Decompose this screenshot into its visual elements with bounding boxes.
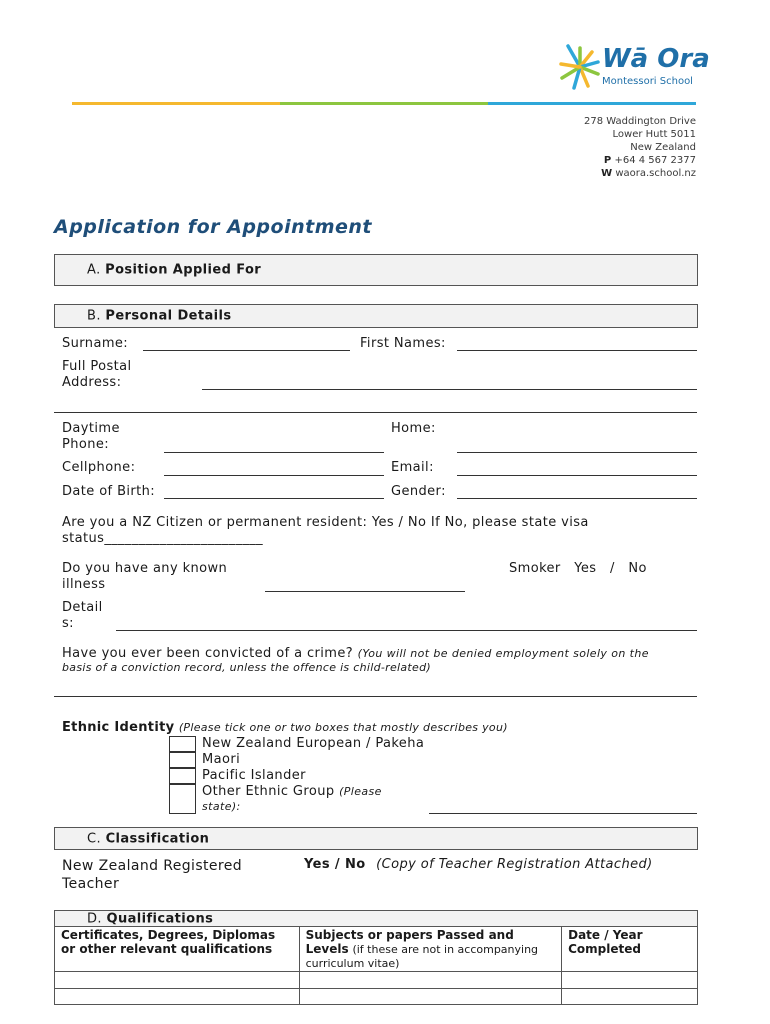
- section-b-header: B. Personal Details: [54, 304, 698, 328]
- section-d-header: D. Qualifications: [54, 910, 698, 927]
- section-a-title: Position Applied For: [105, 262, 262, 278]
- table-cell[interactable]: [55, 989, 300, 1005]
- daytime-phone-field[interactable]: [164, 452, 384, 453]
- section-a-header: A. Position Applied For: [54, 254, 698, 286]
- address-line: New Zealand: [630, 142, 696, 153]
- surname-field[interactable]: [143, 350, 350, 351]
- nz-teacher-label: New Zealand Registered Teacher: [62, 858, 243, 892]
- section-b-title: Personal Details: [105, 308, 232, 324]
- home-phone-label: Home:: [391, 421, 436, 436]
- school-logo: [558, 42, 710, 94]
- postal-label: Full Postal Address:: [62, 359, 132, 390]
- dob-field[interactable]: [164, 498, 384, 499]
- header-stripe: [72, 102, 696, 105]
- table-cell[interactable]: [562, 989, 698, 1005]
- ethnic-other-note: state):: [202, 800, 241, 813]
- page-title: Application for Appointment: [54, 216, 372, 238]
- ethnic-option-maori: Maori: [202, 752, 241, 767]
- stripe-yellow: [72, 102, 280, 105]
- table-header-row: [55, 927, 698, 972]
- ethnic-option-pacific: Pacific Islander: [202, 768, 306, 783]
- section-c-header: C. Classification: [54, 827, 698, 850]
- logo-name: Wā Ora: [602, 44, 710, 74]
- qual-col-subjects: Subjects or papers Passed and Levels (if these are not in accompanying curriculum vitae): [299, 927, 562, 972]
- address-line: Lower Hutt 5011: [612, 129, 696, 140]
- cellphone-label: Cellphone:: [62, 460, 136, 475]
- ethnic-title: Ethnic Identity: [62, 720, 175, 735]
- qual-col-certificates: Certificates, Degrees, Diplomas or other relevant qualifications: [55, 927, 300, 972]
- illness-field[interactable]: [265, 591, 465, 592]
- email-field[interactable]: [457, 475, 697, 476]
- table-cell[interactable]: [299, 989, 562, 1005]
- ethnic-option-nz-european: New Zealand European / Pakeha: [202, 736, 425, 751]
- qualifications-table: [54, 926, 698, 1005]
- smoker-question: Smoker Yes / No: [509, 561, 647, 576]
- gender-field[interactable]: [457, 498, 697, 499]
- home-phone-field[interactable]: [457, 452, 697, 453]
- illness-question: Do you have any known illness: [62, 561, 228, 592]
- ethnic-note: (Please tick one or two boxes that mostly describes you): [178, 721, 508, 734]
- teacher-copy-note: (Copy of Teacher Registration Attached): [376, 857, 653, 872]
- citizen-question: Are you a NZ Citizen or permanent resident: Yes / No If No, please state visa status_______________________: [62, 515, 589, 546]
- stripe-green: [280, 102, 488, 105]
- table-row: [55, 989, 698, 1005]
- first-names-label: First Names:: [360, 336, 446, 351]
- teacher-yes-no[interactable]: Yes / No: [304, 857, 366, 872]
- ethnic-checkbox-other[interactable]: [169, 784, 196, 814]
- table-cell[interactable]: [55, 972, 300, 989]
- dob-label: Date of Birth:: [62, 484, 156, 499]
- postal-field-2[interactable]: [54, 412, 697, 413]
- ethnic-other-field[interactable]: [429, 813, 697, 814]
- first-names-field[interactable]: [457, 350, 697, 351]
- qual-col-date: Date / Year Completed: [562, 927, 698, 972]
- ethnic-option-other: Other Ethnic Group (Please: [202, 784, 382, 799]
- teacher-registration: [304, 857, 653, 872]
- stripe-blue: [488, 102, 696, 105]
- gender-label: Gender:: [391, 484, 446, 499]
- school-address: [584, 115, 696, 180]
- postal-field-1[interactable]: [202, 389, 697, 390]
- crime-question: Have you ever been convicted of a crime? (You will not be denied employment solely on the: [62, 646, 649, 661]
- email-label: Email:: [391, 460, 434, 475]
- school-phone: P +64 4 567 2377: [603, 155, 696, 166]
- details-field[interactable]: [116, 630, 697, 631]
- crime-note: basis of a conviction record, unless the offence is child-related): [62, 661, 431, 674]
- sunburst-icon: [558, 42, 604, 92]
- section-c-title: Classification: [105, 831, 210, 846]
- daytime-phone-label: Daytime Phone:: [62, 421, 120, 452]
- logo-subtitle: Montessori School: [602, 76, 693, 87]
- table-cell[interactable]: [299, 972, 562, 989]
- ethnic-checkbox-maori[interactable]: [169, 752, 196, 768]
- section-d-title: Qualifications: [106, 911, 214, 927]
- surname-label: Surname:: [62, 336, 129, 351]
- table-cell[interactable]: [562, 972, 698, 989]
- cellphone-field[interactable]: [164, 475, 384, 476]
- ethnic-checkbox-nz-european[interactable]: [169, 736, 196, 752]
- address-line: 278 Waddington Drive: [583, 116, 696, 127]
- details-label: Detail s:: [62, 600, 103, 631]
- ethnic-checkbox-pacific[interactable]: [169, 768, 196, 784]
- table-row: [55, 972, 698, 989]
- crime-field[interactable]: [54, 696, 697, 697]
- school-website: W waora.school.nz: [601, 168, 696, 179]
- ethnic-identity: [62, 720, 508, 735]
